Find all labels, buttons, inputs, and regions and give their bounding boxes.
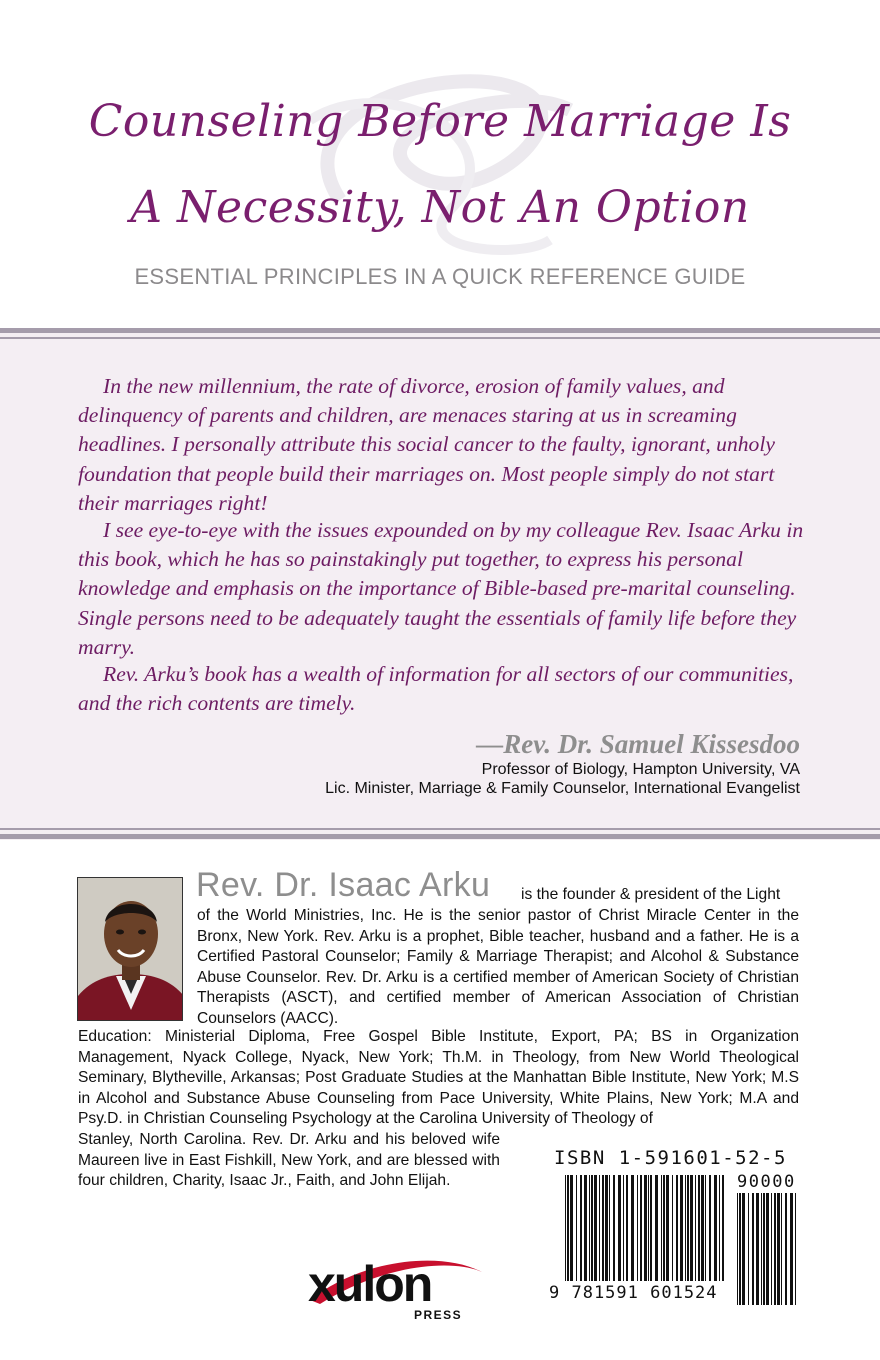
barcode-bar [766,1193,769,1305]
barcode-bar [591,1175,593,1281]
author-family: Stanley, North Carolina. Rev. Dr. Arku and his beloved wife Maureen live in East Fishkill, New York, and are blessed with four children, Charity, Isaac Jr., Faith, and John Elijah. [78,1131,500,1189]
barcode-bar [737,1193,738,1305]
barcode-bar [623,1175,624,1281]
barcode-bar [714,1175,717,1281]
isbn-barcode [547,1147,799,1309]
barcode-bar [589,1175,590,1281]
isbn-number: ISBN 1-591601-52-5 [554,1147,787,1169]
barcode-bar [609,1175,610,1281]
title-area [0,0,880,330]
barcode-bar [602,1175,604,1281]
author-bio: of the World Ministries, Inc. He is the senior pastor of Christ Miracle Center in the Bronx, New York. Rev. Arku is a prophet, Bible teacher, husband and a father. He is a Certified Pastoral Counselor; Family & Marriage Therapist; and Alcohol & Substance Abuse Counselor. Rev. Dr. Arku is a certified member of American Society of Christian Therapists (ASCT), and certified member of American Association of Christian Counselors (AACC). [197,907,799,1027]
barcode-bar [756,1193,759,1305]
barcode-bar [570,1175,573,1281]
barcode-bar [777,1193,780,1305]
barcode-bar [785,1193,787,1305]
barcode-bar [666,1175,669,1281]
barcode-bar [709,1175,711,1281]
divider-rule [0,337,880,339]
endorsement-paragraph: I see eye-to-eye with the issues expounded on by my colleague Rev. Isaac Arku in this book, which he has so painstakingly put together, to express his personal knowledge and emphasis on the importance of Bible-based pre-marital counseling. Single persons need to be adequately taught the essentials of family life before they marry. [78,518,804,659]
barcode-bar [594,1175,597,1281]
barcode-bar [690,1175,693,1281]
endorsement-paragraph: Rev. Arku’s book has a wealth of information for all sectors of our communities, and the rich contents are timely. [78,662,794,716]
publisher-press: PRESS [414,1308,463,1322]
barcode-bar [599,1175,600,1281]
barcode-bar [648,1175,649,1281]
publisher-logo: xulon [308,1256,432,1312]
barcode-bar [618,1175,621,1281]
divider-rule [0,828,880,830]
author-education: Education: Ministerial Diploma, Free Gospel Bible Institute, Export, PA; BS in Organization Management, Nyack College, Nyack, New York; Th.M. in Theology, from New World Theological Seminary, Blytheville, Arkansas; Post Graduate Studies at the Manhattan Bible Institute, New York; M.S in Alcohol and Substance Abuse Counseling from Pace University, White Plains, New York; M.A and Psy.D. in Christian Counseling Psychology at the Carolina University of Theology of [78,1028,799,1127]
divider-rule [0,328,880,333]
barcode-bar [676,1175,678,1281]
barcode-bar [719,1175,720,1281]
barcode-bar [605,1175,608,1281]
barcode-bar [680,1175,683,1281]
barcode-bar [626,1175,628,1281]
barcode-bar [663,1175,665,1281]
barcode-bar [565,1175,566,1281]
barcode-bar [580,1175,582,1281]
barcode-bar [774,1193,776,1305]
barcode-bar [705,1175,706,1281]
barcode-bar [752,1193,754,1305]
barcode-bar [655,1175,658,1281]
barcode-bar [672,1175,673,1281]
barcode-bar [567,1175,569,1281]
barcode-bar [763,1193,765,1305]
endorser-name: —Rev. Dr. Samuel Kissesdoo [476,729,800,759]
barcode-bar [795,1193,796,1305]
barcode-bar [771,1193,772,1305]
barcode-bar [698,1175,700,1281]
endorser-credential: Lic. Minister, Marriage & Family Counselor, International Evangelist [325,780,800,797]
endorsement-paragraph: In the new millennium, the rate of divorce, erosion of family values, and delinquency of parents and children, are menaces staring at us in screaming headlines. I personally attribute this social cancer to the faulty, ignorant, unholy foundation that people build their marriages on. Most people simply do not start their marriages right! [78,374,775,515]
barcode-digits: 9 781591 601524 [549,1283,718,1303]
barcode-bar [761,1193,762,1305]
barcode-bar [695,1175,696,1281]
endorser-credential: Professor of Biology, Hampton University, VA [481,761,800,778]
barcode-bar [637,1175,638,1281]
barcode-bar [722,1175,724,1281]
book-title-line-2: A Necessity, Not An Option [130,182,750,233]
barcode-bar [644,1175,647,1281]
barcode-bar [650,1175,652,1281]
author-photo [77,877,183,1021]
divider-rule [0,834,880,839]
barcode-bar [781,1193,782,1305]
author-name: Rev. Dr. Isaac Arku [196,866,491,904]
barcode-bar [576,1175,577,1281]
barcode-bar [685,1175,686,1281]
barcode-bar [687,1175,689,1281]
price-code: 90000 [737,1172,796,1192]
barcode-bar [748,1193,749,1305]
barcode-bar [584,1175,587,1281]
barcode-bar [742,1193,745,1305]
barcode-bar [640,1175,642,1281]
book-subtitle: ESSENTIAL PRINCIPLES IN A QUICK REFERENCE GUIDE [134,264,746,289]
barcode-bar [631,1175,634,1281]
barcode-bar [790,1193,793,1305]
book-title-line-1: Counseling Before Marriage Is [88,96,792,147]
barcode-bar [613,1175,615,1281]
author-bio-lead: is the founder & president of the Light [521,886,781,903]
barcode-bar [739,1193,741,1305]
barcode-bar [701,1175,704,1281]
barcode-bar [661,1175,662,1281]
